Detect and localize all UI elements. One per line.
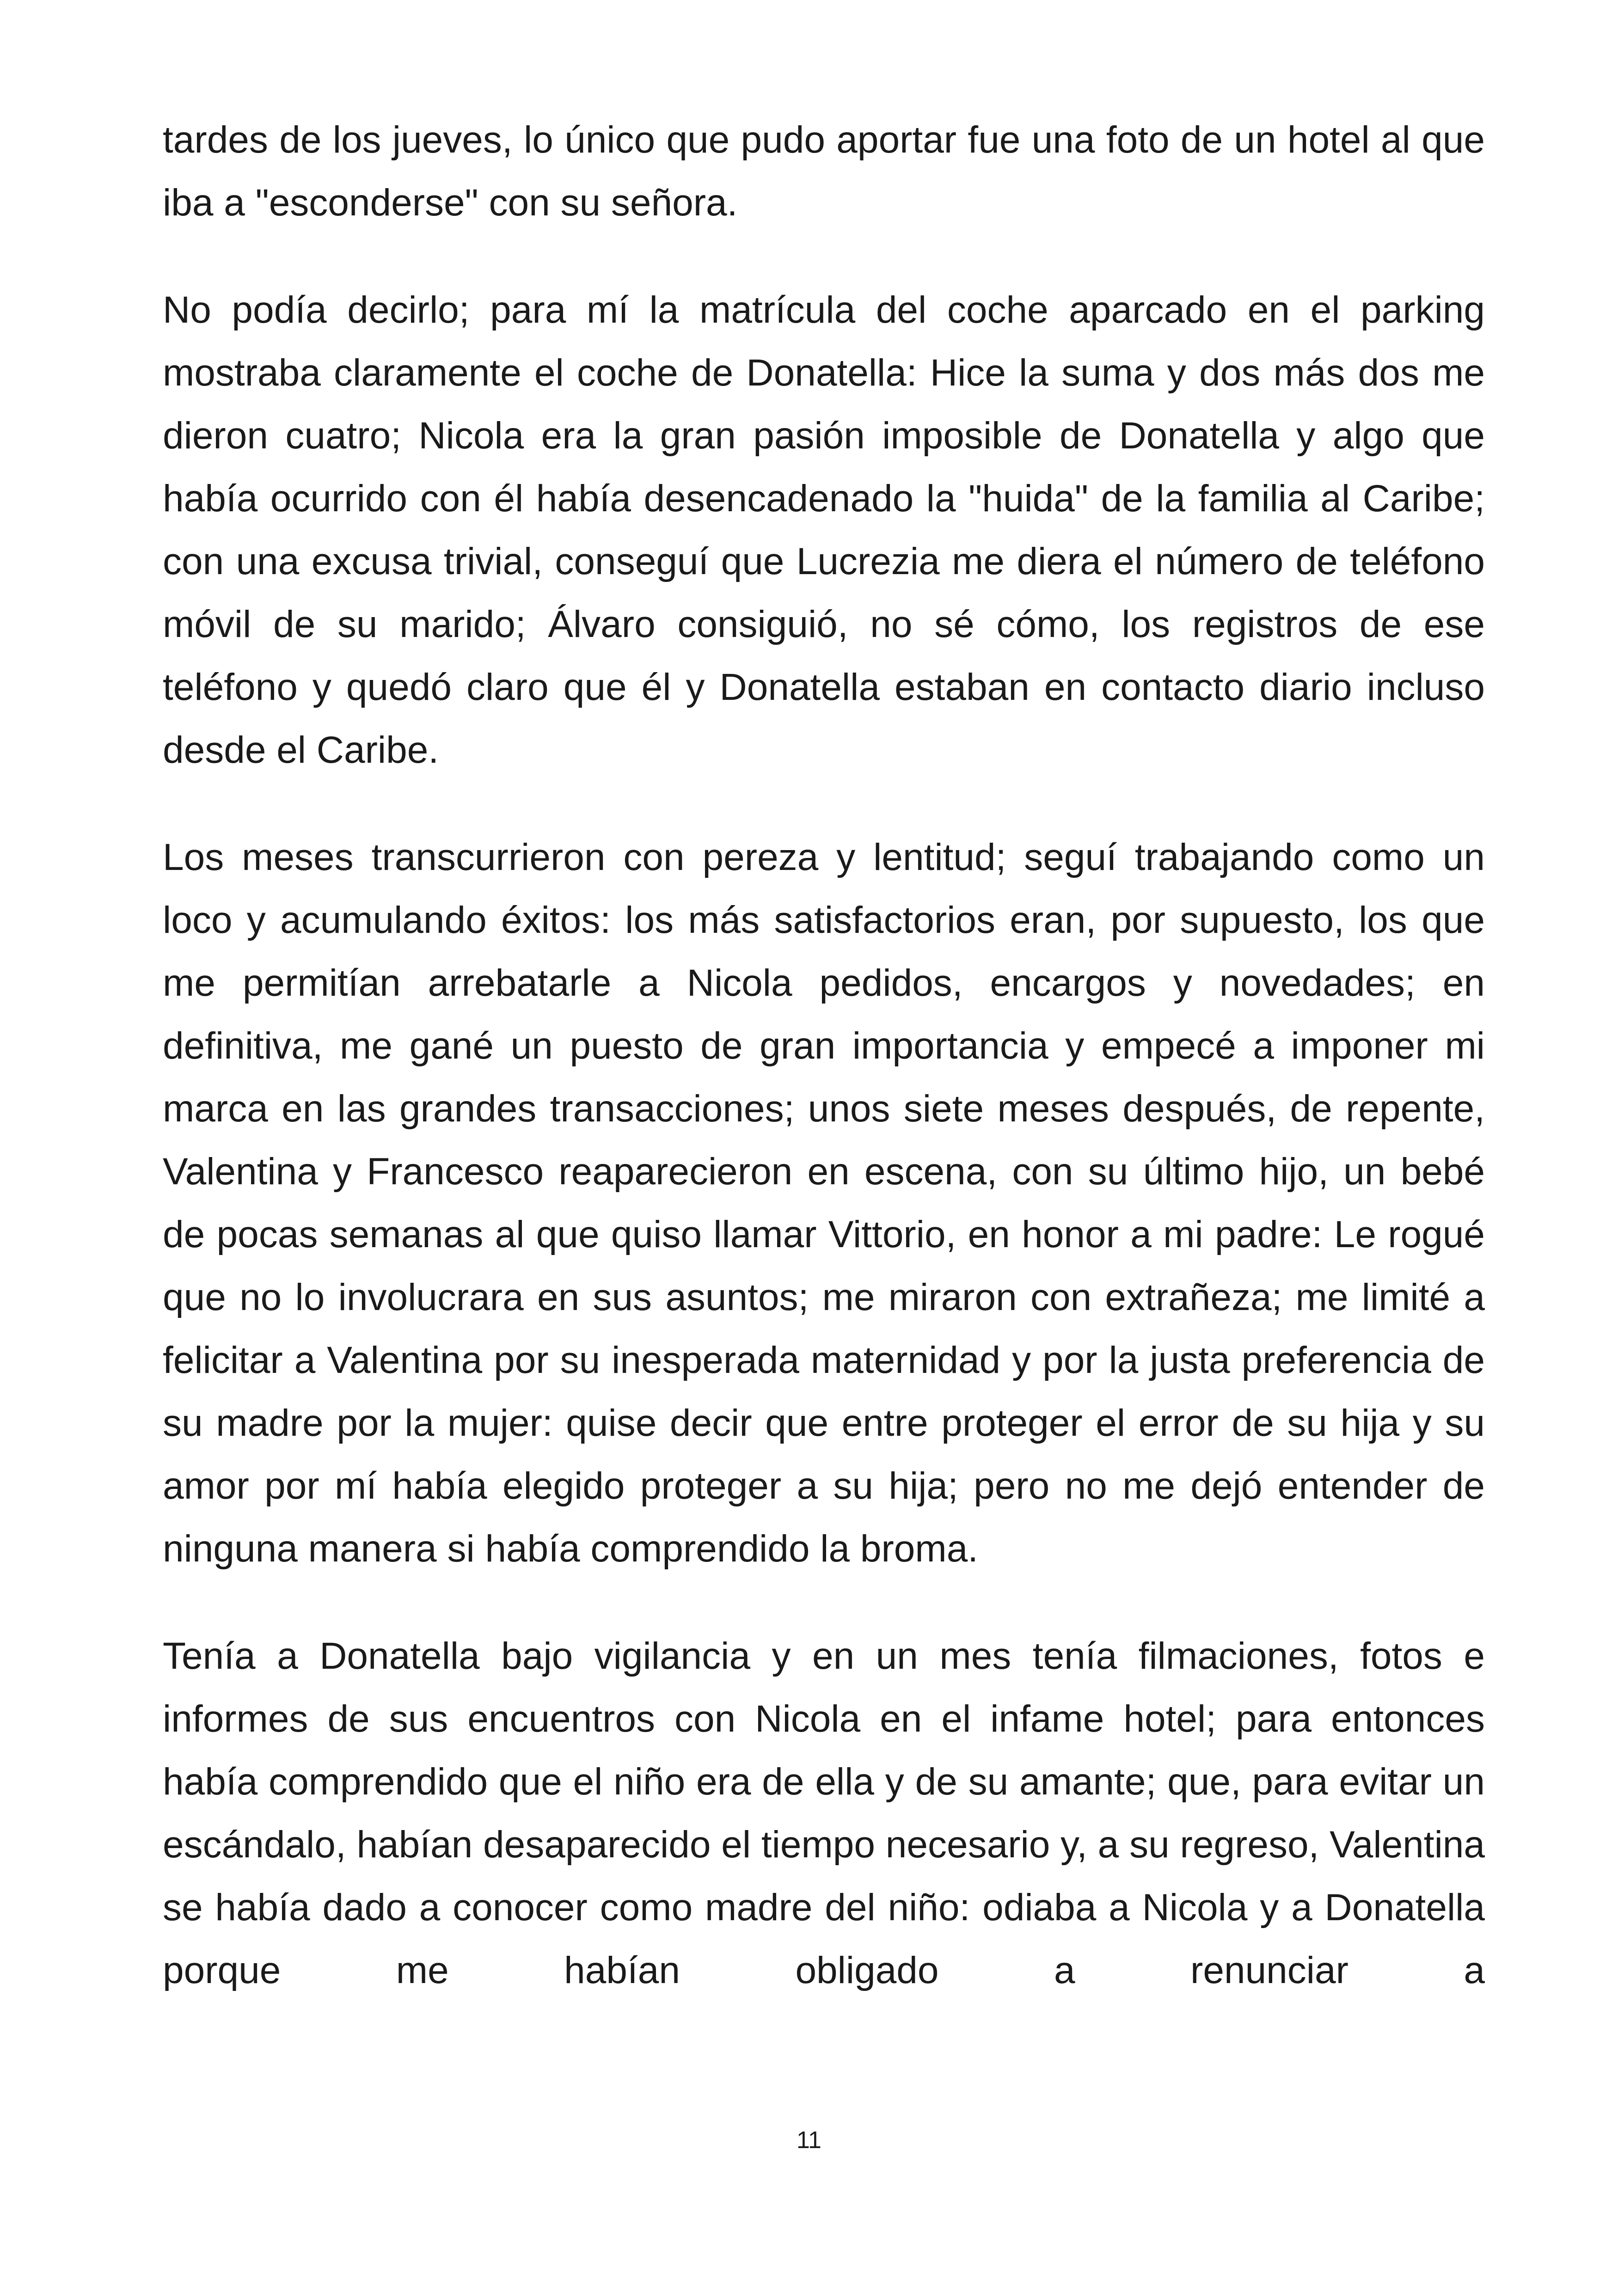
paragraph-3: Los meses transcurrieron con pereza y lentitud; seguí trabajando como un loco y acumulando éxitos: los más satisfactorios eran, por supuesto, los que me permitían arrebatarle a Nicola pedidos, encargos y novedades; en definitiva, me gané un puesto de gran importancia y empecé a imponer mi marca en las grandes transacciones; unos siete meses después, de repente, Valentina y Francesco reaparecieron en escena, con su último hijo, un bebé de pocas semanas al que quiso llamar Vittorio, en honor a mi padre: Le rogué que no lo involucrara en sus asuntos; me miraron con extrañeza; me limité a felicitar a Valentina por su inesperada maternidad y por la justa preferencia de su madre por la mujer: quise decir que entre proteger el error de su hija y su amor por mí había elegido proteger a su hija; pero no me dejó entender de ninguna manera si había comprendido la broma. bbox=[163, 836, 1485, 1570]
page-number: 11 bbox=[797, 2127, 821, 2154]
paragraph-4: Tenía a Donatella bajo vigilancia y en un mes tenía filmaciones, fotos e informes de sus encuentros con Nicola en el infame hotel; para entonces había comprendido que el niño era de ella y de su amante; que, para evitar un escándalo, habían desaparecido el tiempo necesario y, a su regreso, Valentina se había dado a conocer como madre del niño: odiaba a Nicola y a Donatella porque me habían obligado a renunciar a bbox=[163, 1635, 1485, 1991]
body-text bbox=[163, 109, 1485, 2046]
paragraph-1: tardes de los jueves, lo único que pudo aportar fue una foto de un hotel al que iba a "esconderse" con su señora. bbox=[163, 119, 1485, 224]
paragraph-2: No podía decirlo; para mí la matrícula del coche aparcado en el parking mostraba claramente el coche de Donatella: Hice la suma y dos más dos me dieron cuatro; Nicola era la gran pasión imposible de Donatella y algo que había ocurrido con él había desencadenado la "huida" de la familia al Caribe; con una excusa trivial, conseguí que Lucrezia me diera el número de teléfono móvil de su marido; Álvaro consiguió, no sé cómo, los registros de ese teléfono y quedó claro que él y Donatella estaban en contacto diario incluso desde el Caribe. bbox=[163, 289, 1485, 771]
